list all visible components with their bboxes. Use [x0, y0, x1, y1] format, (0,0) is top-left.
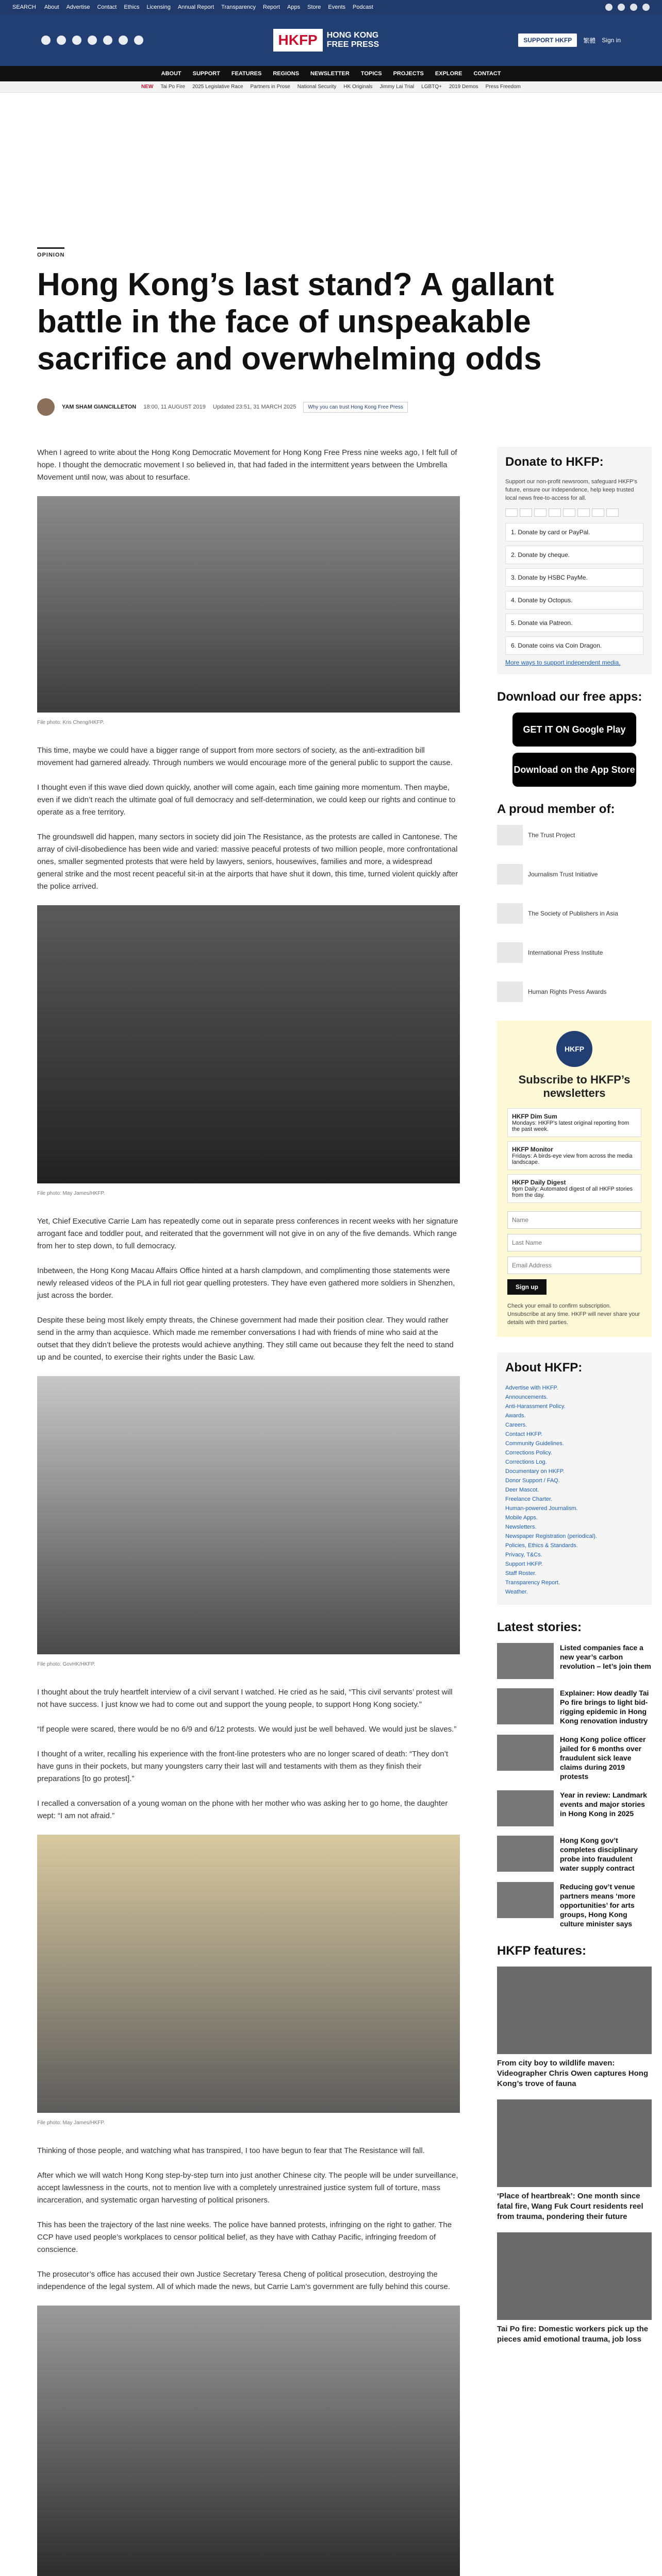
about-link[interactable]: Advertise with HKFP. — [505, 1385, 558, 1391]
story-thumbnail — [497, 1790, 554, 1826]
about-link[interactable]: Corrections Log. — [505, 1459, 547, 1465]
trending-bar — [0, 81, 662, 93]
member-name: International Press Institute — [528, 949, 603, 956]
donate-option[interactable]: 6. Donate coins via Coin Dragon. — [505, 636, 643, 655]
nav-item[interactable]: TOPICS — [360, 71, 382, 77]
support-button[interactable]: SUPPORT HKFP — [518, 33, 577, 47]
story-thumbnail — [497, 1836, 554, 1872]
top-link[interactable]: Apps — [287, 4, 301, 10]
trending-item[interactable]: National Security — [297, 84, 337, 90]
story-title: Hong Kong police officer jailed for 6 months over fraudulent sick leave claims during 2019 protests — [560, 1735, 646, 1781]
latest-story[interactable] — [497, 1790, 652, 1826]
section-label[interactable]: OPINION — [37, 247, 64, 258]
youtube-icon[interactable] — [103, 36, 112, 45]
donate-box — [497, 447, 652, 674]
search-link[interactable]: SEARCH — [12, 4, 36, 10]
paragraph: This has been the trajectory of the last nine weeks. The police have banned protests, infringing on the right to gather. The CCP have used people’s workplaces to censor political belief, as they have with Cathay Pacific, infringing freedom of conscience. — [37, 2221, 452, 2254]
nav-item[interactable]: CONTACT — [473, 71, 501, 77]
about-link[interactable]: Awards. — [505, 1413, 526, 1419]
top-strip — [0, 0, 662, 14]
newsletter-option-desc: Fridays: A birds-eye view from across the media landscape. — [512, 1153, 633, 1165]
instagram-icon[interactable] — [630, 4, 637, 11]
instagram-icon[interactable] — [72, 36, 81, 45]
photo-caption: File photo: GovHK/HKFP. — [37, 1662, 95, 1667]
logo-name: HONG KONG FREE PRESS — [326, 31, 379, 49]
card-icon — [505, 509, 518, 517]
updated-date: Updated 23:51, 31 MARCH 2025 — [212, 404, 296, 410]
donate-option[interactable]: 2. Donate by cheque. — [505, 546, 643, 564]
main-nav — [0, 66, 662, 81]
feature-story[interactable] — [497, 2099, 652, 2222]
top-link[interactable]: Store — [307, 4, 321, 10]
facebook-icon[interactable] — [41, 36, 51, 45]
about-link[interactable]: Documentary on HKFP. — [505, 1468, 565, 1475]
latest-story[interactable] — [497, 1836, 652, 1873]
story-title: Explainer: How deadly Tai Po fire brings to light bid-rigging epidemic in Hong Kong renovation industry — [560, 1689, 649, 1725]
mastodon-icon[interactable] — [134, 36, 143, 45]
trending-item[interactable]: HK Originals — [343, 84, 373, 90]
about-link[interactable]: Transparency Report. — [505, 1580, 560, 1586]
member-logo[interactable] — [497, 903, 652, 924]
story-thumbnail — [497, 1643, 554, 1679]
story-title: Year in review: Landmark events and major stories in Hong Kong in 2025 — [560, 1791, 647, 1818]
header-social-icons — [41, 36, 143, 45]
feature-image — [497, 2099, 652, 2187]
story-thumbnail — [497, 1735, 554, 1771]
newsletter-option[interactable] — [507, 1108, 641, 1137]
newsletter-option[interactable] — [507, 1141, 641, 1170]
article-photo — [37, 496, 460, 713]
latest-story[interactable] — [497, 1688, 652, 1725]
card-icon — [577, 509, 590, 517]
feature-title: ‘Place of heartbreak’: One month since fatal fire, Wang Fuk Court residents reel from trauma, pondering their future — [497, 2192, 643, 2221]
email-field[interactable] — [507, 1257, 641, 1274]
donate-title: Donate to HKFP: — [505, 455, 604, 469]
youtube-icon[interactable] — [642, 4, 650, 11]
facebook-icon[interactable] — [605, 4, 613, 11]
member-logo-icon — [497, 903, 523, 924]
sidebar — [497, 447, 652, 2576]
photo-caption: File photo: May James/HKFP. — [37, 1191, 105, 1196]
member-logo[interactable] — [497, 864, 652, 885]
member-logo-icon — [497, 825, 523, 845]
latest-story[interactable] — [497, 1643, 652, 1679]
donate-option[interactable]: 4. Donate by Octopus. — [505, 591, 643, 609]
photo-caption: File photo: May James/HKFP. — [37, 2120, 105, 2126]
linkedin-icon[interactable] — [119, 36, 128, 45]
member-name: The Trust Project — [528, 832, 575, 839]
card-icon — [563, 509, 575, 517]
trending-item[interactable]: Partners in Prose — [250, 84, 290, 90]
nav-item[interactable]: SUPPORT — [192, 71, 220, 77]
feature-image — [497, 2232, 652, 2320]
newsletter-title: Subscribe to HKFP’s newsletters — [518, 1073, 631, 1099]
article-title: Hong Kong’s last stand? A gallant battle in the face of unspeakable sacrifice and overwhelming odds — [37, 267, 554, 377]
top-link[interactable]: Report — [263, 4, 280, 10]
newsletter-box — [497, 1021, 652, 1337]
social-icons — [605, 4, 650, 11]
paragraph: I thought even if this wave died down quickly, another will come again, each time gaining more momentum. Then maybe, even if we didn’t reach the ultimate goal of full democracy and self-determination, we could keep our rights and continue to operate as a free territory. — [37, 783, 456, 817]
card-icon — [520, 509, 532, 517]
trending-item[interactable]: Jimmy Lai Trial — [379, 84, 415, 90]
logo-mark: HKFP — [273, 29, 323, 52]
latest-story[interactable] — [497, 1882, 652, 1928]
trending-item[interactable]: Press Freedom — [485, 84, 521, 90]
member-title: A proud member of: — [497, 802, 615, 816]
apps-title: Download our free apps: — [497, 690, 642, 704]
about-link[interactable]: Freelance Charter. — [505, 1496, 553, 1502]
paragraph: I thought of a writer, recalling his experience with the front-line protesters who are no longer scared of death: “They don’t have guns in their pockets, but many youngsters carry their last will and testaments with them as they finish their preparations [to go protest].” — [37, 1750, 449, 1783]
site-logo[interactable] — [273, 29, 389, 52]
feature-story[interactable] — [497, 2232, 652, 2345]
top-link[interactable]: Transparency — [221, 4, 256, 10]
feature-image — [497, 1967, 652, 2054]
member-logo[interactable] — [497, 942, 652, 963]
top-link[interactable]: Events — [328, 4, 346, 10]
newsletter-option-name: HKFP Monitor — [512, 1146, 553, 1153]
about-link[interactable]: Policies, Ethics & Standards. — [505, 1543, 578, 1549]
header-actions — [518, 33, 621, 47]
more-ways-link[interactable]: More ways to support independent media. — [505, 659, 621, 666]
card-icon — [534, 509, 547, 517]
donate-option[interactable]: 1. Donate by card or PayPal. — [505, 523, 643, 541]
article-photo — [37, 2306, 460, 2576]
paragraph: Thinking of those people, and watching what has transpired, I too have begun to fear that The Resistance will fall. — [37, 2146, 425, 2155]
photo-caption: File photo: Kris Cheng/HKFP. — [37, 720, 104, 725]
latest-title: Latest stories: — [497, 1620, 582, 1634]
story-title: Reducing gov’t venue partners means ‘more opportunities’ for arts groups, Hong Kong culture minister says — [560, 1883, 636, 1928]
story-thumbnail — [497, 1882, 554, 1918]
article-header — [0, 247, 662, 416]
paragraph: I thought about the truly heartfelt interview of a civil servant I watched. He cried as he said, “This civil servants’ protest will not have success. I just know we had to come out and support the young people, to support Hong Kong society.” — [37, 1688, 453, 1709]
paragraph: When I agreed to write about the Hong Kong Democratic Movement for Hong Kong Free Press nine weeks ago, I felt full of hope. I thought the democratic movement I so believed in, that had faded in the intermittent years between the Umbrella Movement until now, was about to resurface. — [37, 448, 457, 482]
nav-item[interactable]: FEATURES — [231, 71, 262, 77]
twitter-icon[interactable] — [618, 4, 625, 11]
story-title: Listed companies face a new year’s carbon revolution – let’s join them — [560, 1643, 651, 1670]
about-list — [505, 1383, 643, 1597]
member-logo[interactable] — [497, 825, 652, 845]
about-link[interactable]: Newsletters. — [505, 1524, 537, 1530]
paragraph: Despite these being most likely empty threats, the Chinese government had made their position clear. They would rather send in the army than acquiesce. Which made me remember conversations I had with friends of mine who said at the outset that they didn’t believe the protests would achieve anything. They still came out because they felt the need to stand up and be counted, to exercise their rights under the Basic Law. — [37, 1316, 454, 1362]
member-logo-icon — [497, 981, 523, 1002]
about-link[interactable]: Newspaper Registration (periodical). — [505, 1533, 597, 1539]
last-name-field[interactable] — [507, 1234, 641, 1251]
member-logo-icon — [497, 942, 523, 963]
google-play-button[interactable]: GET IT ON Google Play — [512, 713, 636, 747]
newsletter-option-name: HKFP Daily Digest — [512, 1179, 566, 1186]
about-link[interactable]: Mobile Apps. — [505, 1515, 538, 1521]
top-link[interactable]: Advertise — [66, 4, 90, 10]
about-box — [497, 1352, 652, 1605]
trending-item[interactable]: LGBTQ+ — [421, 84, 442, 90]
top-link[interactable]: Podcast — [353, 4, 373, 10]
top-link[interactable]: Ethics — [124, 4, 140, 10]
member-logo[interactable] — [497, 981, 652, 1002]
trust-link[interactable]: Why you can trust Hong Kong Free Press — [303, 402, 408, 413]
top-link[interactable]: Contact — [97, 4, 117, 10]
article-photo — [37, 1835, 460, 2113]
newsletter-option[interactable] — [507, 1174, 641, 1203]
trending-item[interactable]: 2025 Legislative Race — [192, 84, 243, 90]
about-link[interactable]: Donor Support / FAQ. — [505, 1478, 560, 1484]
article-body — [37, 447, 460, 2576]
article-photo — [37, 1376, 460, 1654]
paragraph: After which we will watch Hong Kong step-by-step turn into just another Chinese city. The people will be under surveillance, accept lawlessness in the courts, not to mention live with a completely unrestrained justice system full of torture, mass incarceration, and systematic organ harvesting of political prisoners. — [37, 2171, 458, 2205]
about-link[interactable]: Human-powered Journalism. — [505, 1505, 578, 1512]
card-icon — [549, 509, 561, 517]
card-icon — [592, 509, 604, 517]
twitter-icon[interactable] — [57, 36, 66, 45]
newsletter-note: Check your email to confirm subscription. Unsubscribe at any time. HKFP will never share your details with third parties. — [507, 1303, 640, 1326]
about-link[interactable]: Support HKFP. — [505, 1561, 543, 1567]
about-link[interactable]: Contact HKFP. — [505, 1431, 542, 1437]
new-badge: NEW — [141, 84, 154, 90]
newsletter-logo: HKFP — [556, 1031, 592, 1067]
member-name: Journalism Trust Initiative — [528, 871, 598, 878]
paragraph: Yet, Chief Executive Carrie Lam has repeatedly come out in separate press conferences in recent weeks with her signature arrogant face and toddler pout, and reiterated that the government will not give in on any of the five demands. Which range from her to step down, to full democracy. — [37, 1217, 458, 1250]
newsletter-option-desc: Mondays: HKFP’s latest original reporting from the past week. — [512, 1120, 630, 1132]
first-name-field[interactable] — [507, 1211, 641, 1229]
top-links — [44, 4, 373, 10]
paragraph: I recalled a conversation of a young woman on the phone with her mother who was asking her to go home, the daughter wept: “I am not afraid.” — [37, 1799, 448, 1820]
card-icon — [606, 509, 619, 517]
byline — [37, 398, 625, 416]
donate-text: Support our non-profit newsroom, safeguard HKFP’s future, ensure our independence, help keep trusted local news free-to-access for all. — [505, 479, 637, 501]
about-link[interactable]: Announcements. — [505, 1394, 548, 1400]
payment-icons — [505, 509, 643, 517]
app-store-button[interactable]: Download on the App Store — [512, 753, 636, 787]
language-link[interactable]: 繁體 — [583, 37, 596, 44]
top-link[interactable]: Annual Report — [177, 4, 214, 10]
newsletter-option-desc: 9pm Daily: Automated digest of all HKFP stories from the day. — [512, 1186, 633, 1198]
story-title: Hong Kong gov’t completes disciplinary probe into fraudulent water supply contract — [560, 1836, 638, 1872]
article-photo — [37, 905, 460, 1183]
nav-item[interactable]: ABOUT — [161, 71, 181, 77]
nav-item[interactable]: REGIONS — [273, 71, 300, 77]
nav-item[interactable]: NEWSLETTER — [310, 71, 350, 77]
about-link[interactable]: Community Guidelines. — [505, 1440, 564, 1447]
sign-in-link[interactable]: Sign in — [602, 37, 621, 44]
newsletter-option-name: HKFP Dim Sum — [512, 1113, 557, 1120]
about-link[interactable]: Corrections Policy. — [505, 1450, 552, 1456]
threads-icon[interactable] — [88, 36, 97, 45]
about-link[interactable]: Privacy, T&Cs. — [505, 1552, 542, 1558]
about-link[interactable]: Staff Roster. — [505, 1570, 537, 1577]
about-title: About HKFP: — [505, 1361, 583, 1375]
features-title: HKFP features: — [497, 1944, 586, 1958]
trending-item[interactable]: Tai Po Fire — [160, 84, 186, 90]
donate-option[interactable]: 3. Donate by HSBC PayMe. — [505, 568, 643, 587]
author-name[interactable]: YAM SHAM GIANCILLETON — [62, 404, 137, 410]
paragraph: The groundswell did happen, many sectors in society did join The Resistance, as the protests are called in Cantonese. The array of civil-disobedience has been wide and varied: massive peaceful protests of two million people, more confrontational ones, smaller segmented protests that were held by lawyers, seniors, housewives, families and more, a widespread general strike and the most recent peaceful sit-in at the airports that have shut it down, this time, turned violent quickly after the police arrived. — [37, 833, 458, 891]
member-name: Human Rights Press Awards — [528, 988, 607, 995]
top-link[interactable]: About — [44, 4, 59, 10]
story-thumbnail — [497, 1688, 554, 1724]
about-link[interactable]: Careers. — [505, 1422, 527, 1428]
latest-story[interactable] — [497, 1735, 652, 1781]
member-logo-icon — [497, 864, 523, 885]
paragraph: The prosecutor’s office has accused their own Justice Secretary Teresa Cheng of political prosecution, destroying the independence of the legal system. All of which made the news, but Carrie Lam’s government are fully behind this course. — [37, 2270, 450, 2291]
donate-option[interactable]: 5. Donate via Patreon. — [505, 614, 643, 632]
paragraph: This time, maybe we could have a bigger range of support from more sectors of society, as the anti-extradition bill movement had garnered already. Through numbers we would encourage more of the general public to support the cause. — [37, 746, 453, 767]
about-link[interactable]: Deer Mascot. — [505, 1487, 539, 1493]
top-link[interactable]: Licensing — [146, 4, 171, 10]
publish-date: 18:00, 11 AUGUST 2019 — [143, 404, 206, 410]
site-header — [0, 14, 662, 66]
main-layout — [0, 447, 662, 2576]
nav-item[interactable]: EXPLORE — [435, 71, 462, 77]
feature-title: Tai Po fire: Domestic workers pick up the pieces amid emotional trauma, job loss — [497, 2325, 649, 2344]
trending-item[interactable]: 2019 Demos — [449, 84, 478, 90]
nav-item[interactable]: PROJECTS — [393, 71, 424, 77]
feature-title: From city boy to wildlife maven: Videographer Chris Owen captures Hong Kong’s trove of fauna — [497, 2059, 649, 2088]
paragraph: Inbetween, the Hong Kong Macau Affairs Office hinted at a harsh clampdown, and complimenting those statements were newly released videos of the PLA in full riot gear quelling protesters. They have even gathered more soldiers in Shenzhen, just across the border. — [37, 1266, 455, 1300]
feature-story[interactable] — [497, 1967, 652, 2089]
sign-up-button[interactable]: Sign up — [507, 1279, 547, 1295]
author-avatar — [37, 398, 55, 416]
about-link[interactable]: Weather. — [505, 1589, 528, 1595]
paragraph: “If people were scared, there would be no 6/9 and 6/12 protests. We would just be well behaved. We would just be slaves.” — [37, 1725, 457, 1734]
member-name: The Society of Publishers in Asia — [528, 910, 618, 917]
about-link[interactable]: Anti-Harassment Policy. — [505, 1403, 566, 1410]
